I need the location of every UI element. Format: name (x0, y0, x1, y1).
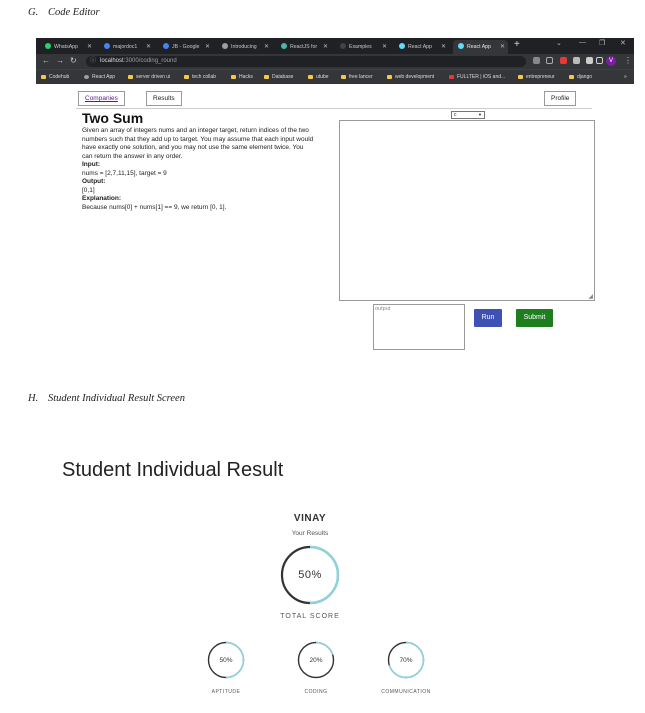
coding-round-page (36, 84, 634, 356)
bookmark-item[interactable]: FULLTER | iOS and... (449, 70, 505, 84)
address-bar-row (36, 54, 634, 69)
divider (76, 108, 592, 109)
docs-icon (104, 43, 110, 49)
input-label: Input: (82, 161, 101, 168)
language-select[interactable]: c ▼ (451, 111, 485, 119)
communication-score-value: 70% (399, 657, 413, 664)
profile-button[interactable]: Profile (544, 91, 576, 106)
explanation-label: Explanation: (82, 195, 122, 202)
bookmark-item[interactable]: web development (387, 70, 434, 84)
close-icon[interactable]: ✕ (499, 44, 505, 50)
react-icon (399, 43, 405, 49)
youtube-icon (449, 75, 454, 79)
page-title: Student Individual Result (62, 459, 284, 481)
react-icon (458, 43, 464, 49)
avatar[interactable]: V (606, 56, 616, 66)
close-icon[interactable]: ✕ (86, 44, 92, 50)
folder-icon (231, 75, 236, 79)
close-icon[interactable]: ✕ (440, 44, 446, 50)
page-icon (281, 43, 287, 49)
results-button[interactable]: Results (146, 91, 182, 106)
tab-whatsapp[interactable]: WhatsApp ✕ (40, 40, 95, 54)
chevron-right-icon[interactable]: » (624, 74, 627, 80)
code-editor[interactable] (339, 120, 595, 301)
bookmark-item[interactable]: server driven ui (128, 70, 170, 84)
url-bar[interactable]: ⓘ localhost:3000/coding_round (86, 56, 526, 67)
extension-icon[interactable] (573, 57, 580, 64)
aptitude-score-value: 50% (219, 657, 233, 664)
new-tab-button[interactable]: + (514, 39, 520, 50)
github-icon (340, 43, 346, 49)
close-icon[interactable]: ✕ (145, 44, 151, 50)
bookmark-item[interactable]: free lancer (341, 70, 373, 84)
share-icon[interactable] (533, 57, 540, 64)
coding-label: CODING (304, 689, 328, 695)
menu-icon[interactable]: ⋮ (624, 56, 632, 65)
window-close-button[interactable]: ✕ (620, 40, 626, 47)
close-icon[interactable]: ✕ (263, 44, 269, 50)
input-value: nums = [2,7,11,15], target = 9 (82, 169, 167, 177)
sidepanel-icon[interactable] (596, 57, 603, 64)
reload-icon[interactable]: ↻ (70, 56, 77, 65)
bookmark-item[interactable]: utube (308, 70, 329, 84)
tab-reactjs[interactable]: ReactJS for ✕ (276, 40, 331, 54)
bookmarks-bar (36, 69, 634, 84)
bookmark-item[interactable]: tech collab (184, 70, 216, 84)
aptitude-label: APTITUDE (211, 689, 241, 695)
problem-description: Given an array of integers nums and an integer target, return indices of the two numbers such that they add up to target. You may assume that each input would have exactly one solution, and you may not use the same element twice. You can return the answer in any order. (82, 127, 314, 160)
resize-handle-icon[interactable]: ◢ (588, 294, 593, 300)
caption-code-editor: G. Code Editor (28, 7, 100, 18)
restore-button[interactable]: ❐ (599, 40, 606, 47)
bookmark-item[interactable]: Codehub (41, 70, 69, 84)
folder-icon (264, 75, 269, 79)
bookmark-item[interactable]: django (569, 70, 592, 84)
whatsapp-icon (45, 43, 51, 49)
problem-statement (82, 111, 314, 212)
chevron-down-icon[interactable]: ⌄ (556, 40, 562, 47)
forward-icon[interactable]: → (56, 56, 64, 65)
total-score-label: TOTAL SCORE (280, 613, 340, 620)
folder-icon (184, 75, 189, 79)
tab-bar (36, 38, 634, 54)
minimize-button[interactable]: — (579, 39, 586, 46)
folder-icon (308, 75, 313, 79)
problem-title: Two Sum (82, 110, 144, 126)
results-subtitle: Your Results (291, 530, 329, 537)
tab-examples[interactable]: Examples ✕ (335, 40, 390, 54)
bookmark-item[interactable]: Hacks (231, 70, 253, 84)
star-icon[interactable] (546, 57, 553, 64)
folder-icon (128, 75, 133, 79)
output-label: Output: (82, 178, 106, 185)
run-button[interactable]: Run (474, 309, 502, 327)
folder-icon (569, 75, 574, 79)
folder-icon (41, 75, 46, 79)
folder-icon (518, 75, 523, 79)
output-value: [0,1] (82, 186, 95, 194)
total-score-value: 50% (298, 569, 322, 581)
close-icon[interactable]: ✕ (204, 44, 210, 50)
bookmark-item[interactable]: React App (84, 70, 115, 84)
submit-button[interactable]: Submit (516, 309, 553, 327)
output-textarea[interactable]: output (373, 304, 465, 350)
tab-react-app[interactable]: React App ✕ (394, 40, 449, 54)
puzzle-icon[interactable] (586, 57, 593, 64)
companies-link[interactable]: Companies (78, 91, 125, 106)
docs-icon (163, 43, 169, 49)
extension-icon[interactable] (560, 57, 567, 64)
coding-score-value: 20% (309, 657, 323, 664)
tab-google[interactable]: JB - Google ✕ (158, 40, 213, 54)
folder-icon (341, 75, 346, 79)
tab-introducing[interactable]: Introducing ✕ (217, 40, 272, 54)
browser-window (36, 38, 634, 356)
close-icon[interactable]: ✕ (381, 44, 387, 50)
tab-majordoc[interactable]: majordoc1 ✕ (99, 40, 154, 54)
globe-icon (84, 75, 89, 79)
caption-result-screen: H. Student Individual Result Screen (28, 393, 185, 404)
globe-icon (222, 43, 228, 49)
close-icon[interactable]: ✕ (322, 44, 328, 50)
chevron-down-icon: ▼ (478, 112, 482, 117)
folder-icon (387, 75, 392, 79)
student-name: VINAY (293, 513, 327, 524)
bookmark-item[interactable]: entrepreneur (518, 70, 555, 84)
communication-label: COMMUNICATION (381, 689, 431, 695)
tab-react-app-active[interactable]: React App ✕ (453, 40, 508, 54)
bookmark-item[interactable]: Database (264, 70, 293, 84)
back-icon[interactable]: ← (42, 56, 50, 65)
info-icon: ⓘ (90, 58, 97, 64)
explanation-value: Because nums[0] + nums[1] == 9, we return [0, 1]. (82, 203, 227, 211)
